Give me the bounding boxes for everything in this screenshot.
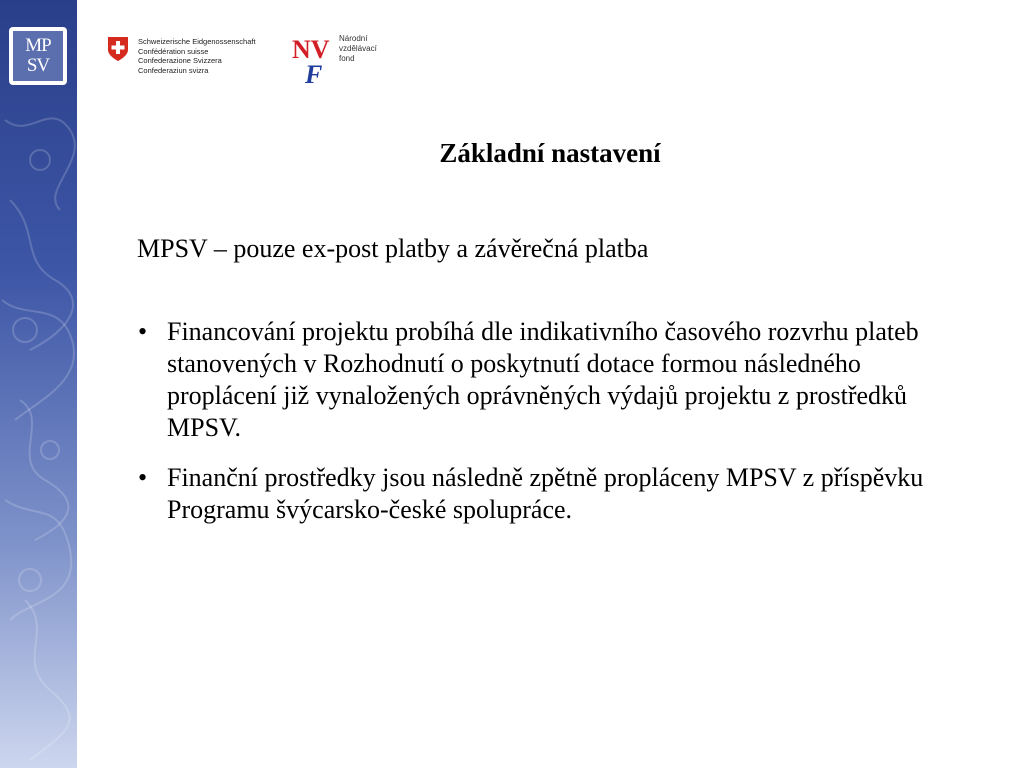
- nvf-line-1: Národní: [339, 34, 368, 43]
- bullet-item: [133, 316, 963, 444]
- bullet-text: Financování projektu probíhá dle indikativního časového rozvrhu plateb stanovených v Rozhodnutí o poskytnutí dotace formou následného proplácení již vynaložených oprávněných výdajů projektu z prostředků MPSV.: [167, 317, 919, 442]
- slide-title: Základní nastavení: [439, 138, 661, 168]
- swiss-line-1: Schweizerische Eidgenossenschaft: [138, 37, 256, 46]
- decorative-sidebar: [0, 0, 77, 768]
- nvf-line-2: vzdělávací: [339, 44, 377, 53]
- bullet-list: [133, 316, 963, 544]
- sidebar-pattern: [0, 0, 77, 768]
- swiss-line-2: Confédération suisse: [138, 46, 209, 56]
- slide-subtitle: MPSV – pouze ex-post platby a závěrečná platba: [137, 234, 649, 263]
- bullet-dot: •: [138, 463, 148, 492]
- bullet-item: [133, 462, 963, 526]
- nvf-line-3: fond: [339, 54, 355, 63]
- nvf-mark-bottom: F: [305, 60, 323, 87]
- nvf-mark-top: NV: [292, 35, 330, 64]
- bullet-text: Finanční prostředky jsou následně zpětně propláceny MPSV z příspěvku Programu švýcarsko-české spolupráce.: [167, 463, 924, 524]
- mpsv-logo-line1: MP: [25, 35, 51, 56]
- swiss-coat-of-arms-icon: [107, 36, 129, 62]
- nvf-logo-icon: [291, 33, 337, 87]
- mpsv-logo: [9, 27, 67, 85]
- swiss-line-3: Confederazione Svizzera: [138, 56, 222, 65]
- mpsv-logo-line2: SV: [26, 55, 50, 76]
- bullet-dot: •: [138, 317, 148, 346]
- swiss-confederation-text: [138, 37, 256, 75]
- swiss-line-4: Confederaziun svizra: [138, 65, 209, 75]
- nvf-fund-text: [339, 34, 377, 64]
